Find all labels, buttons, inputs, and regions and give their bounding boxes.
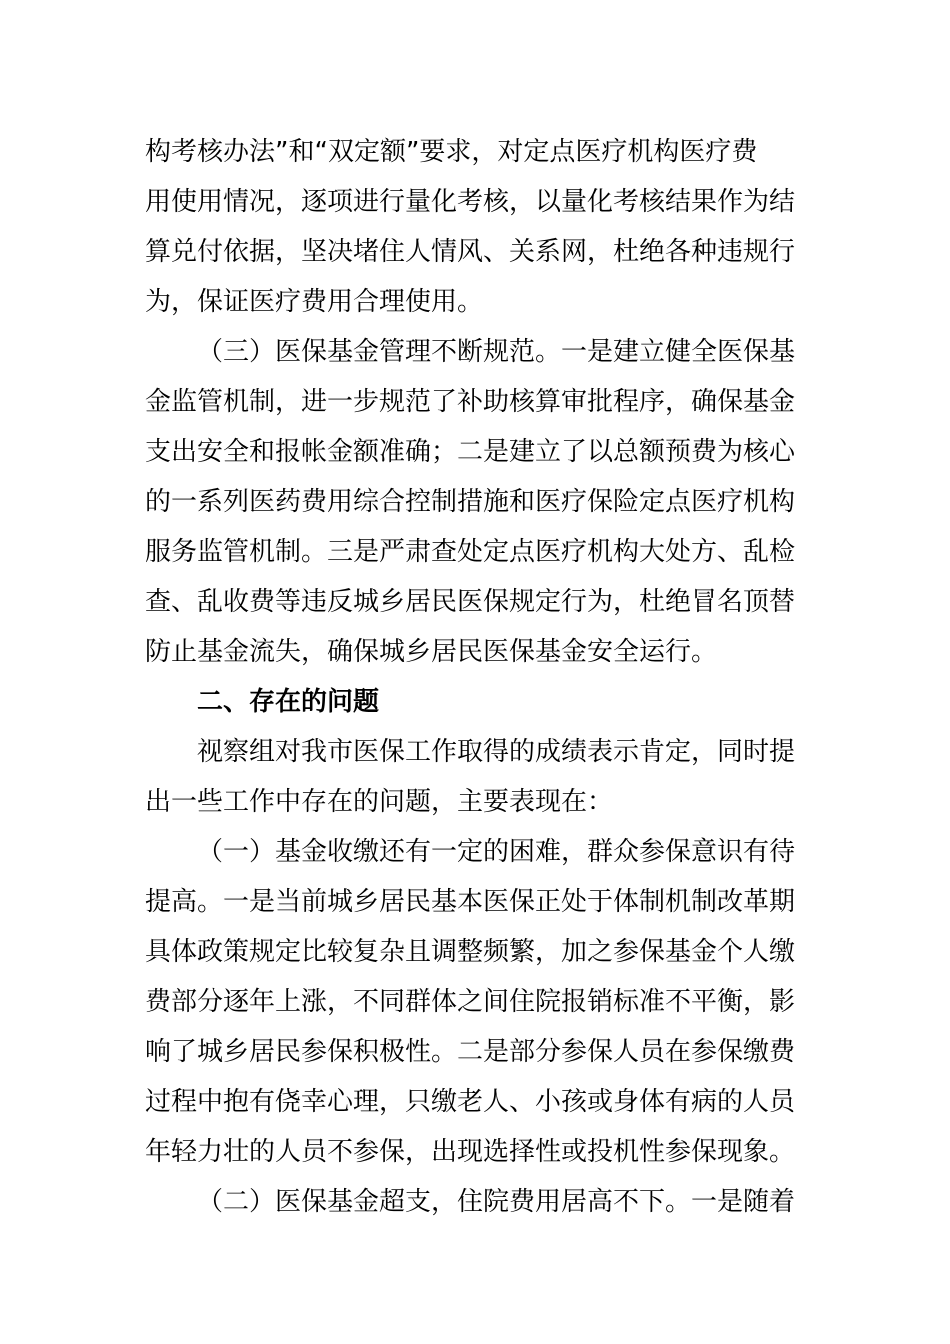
text-line: 防止基金流失，确保城乡居民医保基金安全运行。 (145, 637, 718, 667)
text-line: 为，保证医疗费用合理使用。 (145, 287, 484, 317)
section-heading: 二、存在的问题 (197, 687, 380, 717)
text-line: 算兑付依据，坚决堵住人情风、关系网，杜绝各种违规行 (145, 237, 796, 267)
text-line: 费部分逐年上涨，不同群体之间住院报销标准不平衡，影 (145, 987, 796, 1017)
text-line: 服务监管机制。三是严肃查处定点医疗机构大处方、乱检 (145, 537, 796, 567)
paragraph-start-line: 视察组对我市医保工作取得的成绩表示肯定，同时提 (197, 737, 796, 767)
text-line: 过程中抱有侥幸心理，只缴老人、小孩或身体有病的人员 (145, 1087, 796, 1117)
paragraph-start-line: （一）基金收缴还有一定的困难，群众参保意识有待 (197, 837, 796, 867)
text-line: 构考核办法”和“双定额”要求，对定点医疗机构医疗费 (145, 137, 758, 167)
text-line: 支出安全和报帐金额准确；二是建立了以总额预费为核心 (145, 437, 796, 467)
text-line: 查、乱收费等违反城乡居民医保规定行为，杜绝冒名顶替 (145, 587, 796, 617)
paragraph-start-line: （三）医保基金管理不断规范。一是建立健全医保基 (197, 337, 796, 367)
text-line: 金监管机制，进一步规范了补助核算审批程序，确保基金 (145, 387, 796, 417)
paragraph-start-line: （二）医保基金超支，住院费用居高不下。一是随着 (197, 1187, 796, 1217)
text-line: 用使用情况，逐项进行量化考核，以量化考核结果作为结 (145, 187, 796, 217)
text-line: 具体政策规定比较复杂且调整频繁，加之参保基金个人缴 (145, 937, 796, 967)
text-line: 提高。一是当前城乡居民基本医保正处于体制机制改革期 (145, 887, 796, 917)
text-line: 的一系列医药费用综合控制措施和医疗保险定点医疗机构 (145, 487, 796, 517)
text-line: 出一些工作中存在的问题，主要表现在： (145, 787, 614, 817)
text-line: 响了城乡居民参保积极性。二是部分参保人员在参保缴费 (145, 1037, 796, 1067)
text-line: 年轻力壮的人员不参保，出现选择性或投机性参保现象。 (145, 1137, 796, 1167)
